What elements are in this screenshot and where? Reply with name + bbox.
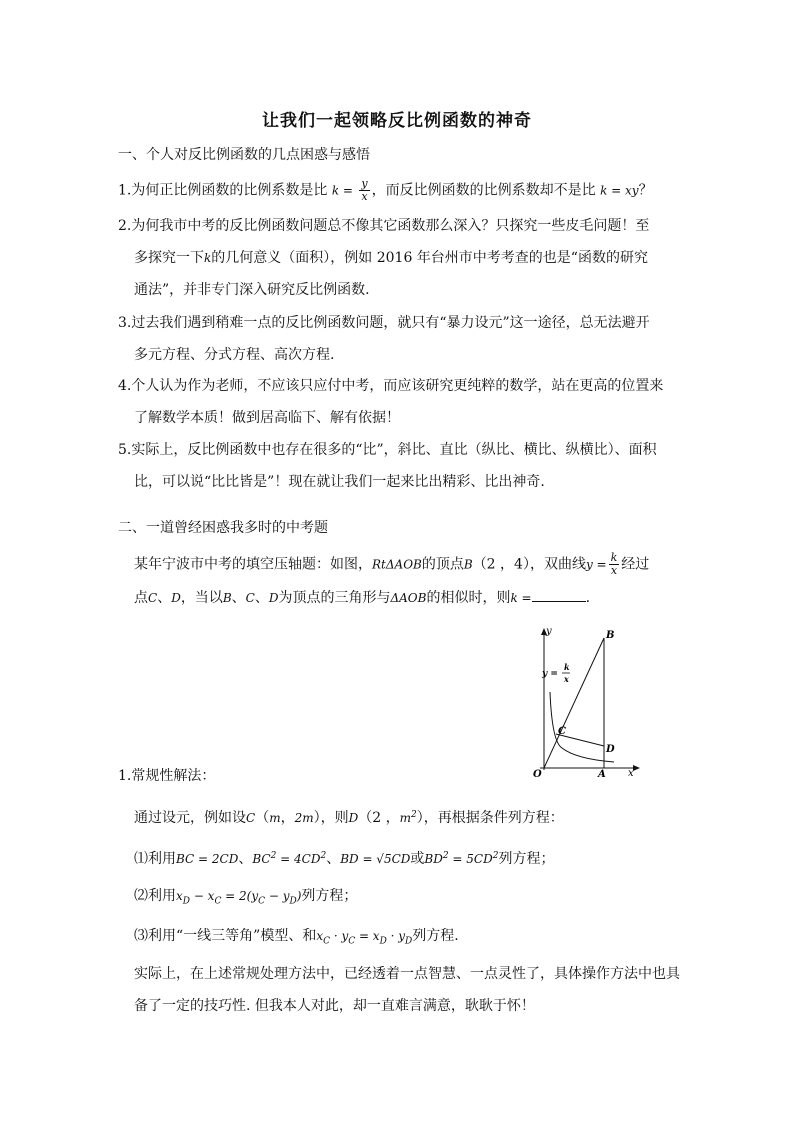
label-C: C (558, 726, 566, 737)
intro-text-a: 通过设元，例如设 (134, 810, 246, 826)
item5-line2: 比，可以说“比比皆是”！现在就让我们一起来比出精彩、比出神奇. (134, 474, 545, 490)
item2-line2 (134, 248, 648, 268)
step1-math-3: BD = √5CD (340, 852, 411, 866)
step3-sub1: C (323, 936, 330, 947)
step2-c: = 2(y (221, 889, 259, 903)
method-step1 (134, 846, 554, 869)
problem-math-y: y = (585, 557, 607, 572)
step1-m4-exp: 2 (442, 851, 449, 861)
problem2-text-f: 为顶点的三角形与 (278, 590, 391, 606)
step3-text-b: 列方程. (412, 928, 459, 944)
item1-math-k: k = (331, 183, 353, 198)
item1-text-a: 1.为何正比例函数的比例系数是比 (118, 182, 328, 199)
intro-text-e: （2 ， (358, 810, 400, 826)
problem2-math-triangle: ΔAOB (390, 591, 427, 605)
intro-math-2m: 2m (294, 811, 314, 825)
segment-OB (544, 638, 604, 768)
item1-text-c: ？ (638, 182, 653, 199)
step3-math (316, 929, 413, 947)
problem2-math-D: D (171, 591, 181, 605)
problem2-math-C2: C (245, 591, 255, 605)
step2-math (176, 889, 302, 907)
intro-m2-base: m (399, 811, 411, 825)
step3-x: x (316, 929, 324, 943)
answer-blank (532, 587, 586, 602)
step3-c: = x (355, 929, 380, 943)
conclusion-line1: 实际上，在上述常规处理方法中，已经透着一点智慧、一点灵性了，具体操作方法中也具 (134, 966, 680, 982)
step1-m4-exp2: 2 (492, 851, 499, 861)
problem-math-B: B (463, 557, 473, 572)
problem2-text-h: 的相似时，则 (426, 590, 511, 606)
method-step3 (134, 926, 459, 951)
problem-math-triangle: RtΔAOB (372, 557, 422, 572)
problem-line1 (134, 552, 649, 577)
intro-math-m2 (400, 811, 417, 825)
item1-text-b: ，而反比例函数的比例系数却不是比 (371, 182, 596, 199)
page-title: 让我们一起领略反比例函数的神奇 (262, 111, 532, 131)
problem-text-a: 某年宁波市中考的填空压轴题：如图， (134, 556, 372, 573)
item1 (118, 178, 653, 203)
geometry-figure (528, 624, 644, 780)
problem2-math-k: k = (510, 591, 532, 605)
intro-text-c: ， (280, 810, 295, 826)
problem-line2 (134, 587, 590, 608)
item1-frac-num: y (361, 177, 368, 190)
problem-frac-num: k (610, 551, 618, 564)
step2-x: x (176, 889, 183, 903)
step1-text-b: 、 (238, 851, 253, 867)
step3-sub3: D (379, 936, 387, 947)
intro-text-b: （ (255, 810, 270, 826)
item1-frac-den: x (361, 190, 368, 203)
step2-text-a: ⑵利用 (134, 888, 176, 904)
problem-text-b: 的顶点 (421, 556, 464, 573)
label-func-x: x (564, 674, 569, 684)
problem-text-d: 经过 (621, 556, 650, 573)
step1-m2-base: BC (252, 852, 271, 866)
item1-math-kxy: k = xy (600, 183, 639, 198)
step1-text-e: 列方程； (498, 851, 555, 867)
intro-m2-exp: 2 (410, 810, 417, 820)
problem2-text-c: ，当以 (180, 590, 223, 606)
label-func-k: k (564, 662, 570, 672)
step2-d: − y (265, 889, 290, 903)
item2-line3: 通法”，并非专门深入研究反比例函数. (134, 282, 370, 298)
intro-text-d: ），则 (313, 810, 349, 826)
item3-line1: 3.过去我们遇到稍难一点的反比例函数问题，就只有“暴力设元”这一途径，总无法避开 (118, 315, 650, 331)
step2-sub3: C (258, 896, 266, 907)
step2-sub2: C (214, 896, 222, 907)
label-func-y: y = (542, 669, 558, 679)
item2-math-k: k (204, 251, 212, 265)
step2-sub4: D (289, 896, 297, 907)
intro-text-f: ），再根据条件列方程： (416, 810, 564, 826)
label-B: B (606, 630, 615, 641)
step1-m4-rest: = 5CD (452, 852, 493, 866)
intro-math-D: D (348, 811, 359, 825)
item1-fraction (359, 178, 369, 203)
intro-math-m: m (269, 811, 281, 825)
step3-sub4: D (405, 936, 413, 947)
method-heading: 1.常规性解法： (118, 768, 216, 784)
section1-heading: 一、个人对反比例函数的几点困惑与感悟 (118, 147, 370, 163)
conclusion-line2: 备了一定的技巧性. 但我本人对此，却一直难言满意，耿耿于怀！ (134, 998, 535, 1014)
item4-line2: 了解数学本质！做到居高临下、解有依据！ (134, 410, 400, 426)
step2-b: − x (190, 889, 215, 903)
step2-text-b: 列方程； (301, 888, 358, 904)
label-A: A (598, 769, 606, 780)
step1-text-a: ⑴利用 (134, 851, 176, 867)
step1-math-4 (424, 852, 498, 866)
step1-math-1: BC = 2CD (176, 852, 239, 866)
problem-fraction (609, 552, 620, 577)
label-O: O (533, 769, 542, 780)
problem2-text-b: 、 (157, 590, 172, 606)
item3-line2: 多元方程、分式方程、高次方程. (134, 347, 335, 363)
step1-math-2 (252, 852, 326, 866)
method-intro (134, 805, 564, 828)
step1-text-d: 或 (410, 851, 425, 867)
x-axis-arrow (633, 765, 640, 771)
problem2-text-d: 、 (231, 590, 246, 606)
problem2-text-a: 点 (134, 590, 148, 606)
step1-m4-base: BD (424, 852, 443, 866)
step3-sub2: C (348, 936, 356, 947)
label-x: x (628, 768, 634, 779)
item2-line1: 2.为何我市中考的反比例函数问题总不像其它函数那么深入？只探究一些皮毛问题！至 (118, 218, 650, 234)
step1-m2-exp2: 2 (320, 851, 327, 861)
step2-e: ) (296, 889, 302, 903)
item4-line1: 4.个人认为作为老师，不应该只应付中考，而应该研究更纯粹的数学，站在更高的位置来 (118, 378, 664, 394)
problem2-math-B: B (222, 591, 232, 605)
step3-text-a: ⑶利用“一线三等角”模型、和 (134, 928, 317, 944)
problem-frac-den: x (610, 564, 618, 577)
step1-m2-rest: = 4CD (280, 852, 321, 866)
step3-d: · y (386, 929, 406, 943)
method-step2 (134, 886, 357, 911)
label-D: D (606, 744, 615, 755)
step1-text-c: 、 (326, 851, 341, 867)
item2-text-a: 多探究一下 (134, 250, 204, 266)
problem-text-c: （2 ，4），双曲线 (472, 556, 586, 573)
intro-math-C: C (246, 811, 256, 825)
step3-b: · y (330, 929, 349, 943)
step2-sub1: D (182, 896, 190, 907)
problem2-math-C: C (148, 591, 158, 605)
label-y: y (546, 626, 552, 637)
problem2-math-D2: D (268, 591, 279, 605)
section2-heading: 二、一道曾经困惑我多时的中考题 (118, 520, 328, 536)
problem2-text-e: 、 (254, 590, 269, 606)
step1-m2-exp: 2 (270, 851, 277, 861)
item2-text-b: 的几何意义（面积），例如 2016 年台州市中考考查的也是“函数的研究 (211, 250, 648, 266)
item5-line1: 5.实际上，反比例函数中也存在很多的“比”，斜比、直比（纵比、横比、纵横比）、面积 (118, 442, 657, 458)
problem2-text-end: . (585, 590, 591, 606)
